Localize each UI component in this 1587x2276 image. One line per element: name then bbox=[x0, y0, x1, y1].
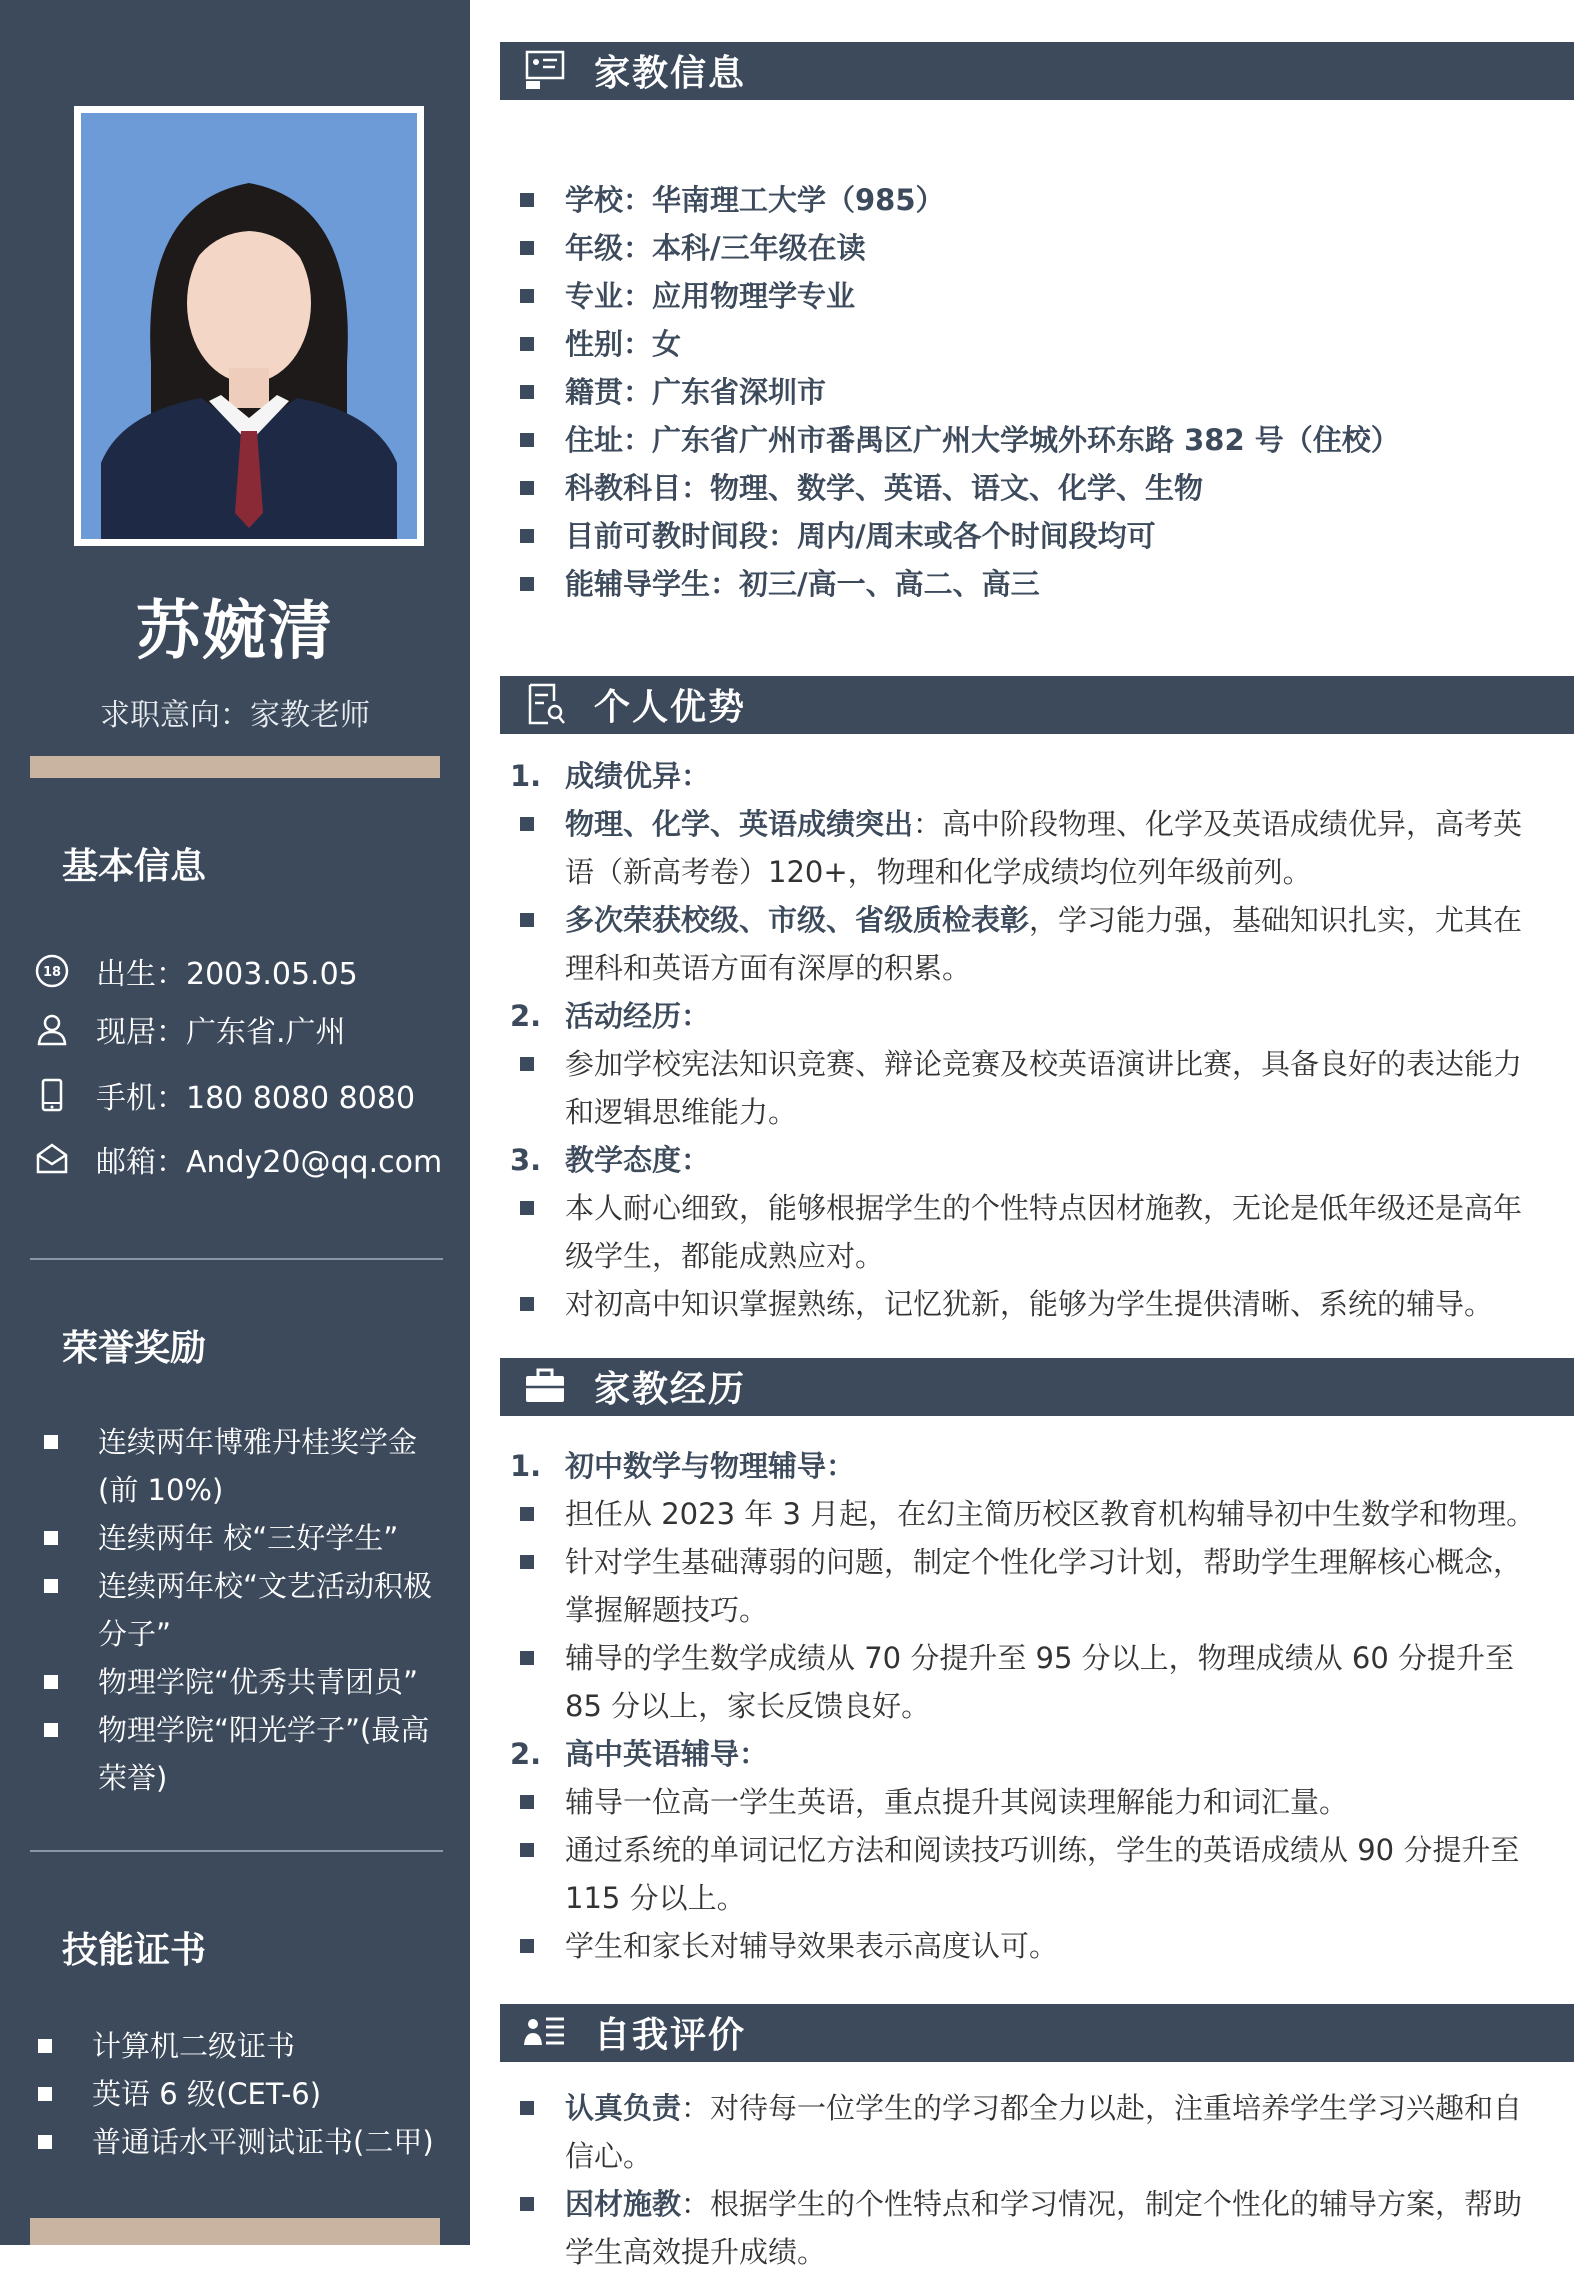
tutor-info-item: 性别：女 bbox=[510, 320, 1550, 368]
tutor-info-list bbox=[510, 176, 1550, 608]
tutor-info-item: 目前可教时间段：周内/周末或各个时间段均可 bbox=[510, 512, 1550, 560]
tutor-info-item: 能辅导学生：初三/高一、高二、高三 bbox=[510, 560, 1550, 608]
advantage-item: 本人耐心细致，能够根据学生的个性特点因材施教，无论是低年级还是高年级学生，都能成熟应对。 bbox=[510, 1184, 1550, 1280]
advantage-heading: 2. 活动经历： bbox=[510, 999, 711, 1033]
advantage-item: 参加学校宪法知识竞赛、辩论竞赛及校英语演讲比赛，具备良好的表达能力和逻辑思维能力。 bbox=[510, 1040, 1550, 1136]
email-text: 邮箱：Andy20@qq.com bbox=[96, 1145, 443, 1180]
section-title: 家教经历 bbox=[594, 1368, 747, 1410]
section-header-experience bbox=[500, 1358, 1574, 1414]
skills-heading: 技能证书 bbox=[62, 1930, 207, 1971]
section-title: 自我评价 bbox=[594, 2014, 747, 2056]
accent-bar bbox=[30, 2218, 440, 2245]
presentation-board-icon bbox=[522, 47, 568, 93]
section-title: 家教信息 bbox=[594, 52, 747, 94]
job-intent: 求职意向：家教老师 bbox=[100, 698, 370, 733]
advantages-list bbox=[510, 752, 1550, 1328]
experience-list bbox=[510, 1442, 1550, 1970]
residence-text: 现居：广东省.广州 bbox=[96, 1015, 346, 1050]
basic-info-heading: 基本信息 bbox=[62, 846, 207, 887]
self-eval-list bbox=[510, 2084, 1550, 2276]
tutor-info-item: 住址：广东省广州市番禺区广州大学城外环东路 382 号（住校） bbox=[510, 416, 1550, 464]
honors-list bbox=[40, 1418, 450, 1802]
section-header-advantages bbox=[500, 676, 1574, 732]
honor-item: 连续两年校“文艺活动积极分子” bbox=[40, 1562, 450, 1658]
advantage-item: 物理、化学、英语成绩突出：高中阶段物理、化学及英语成绩优异，高考英语（新高考卷）120+，物理和化学成绩均位列年级前列。 bbox=[510, 800, 1550, 896]
tutor-info-item: 学校：华南理工大学（985） bbox=[510, 176, 1550, 224]
profile-photo bbox=[74, 106, 424, 546]
honor-item: 连续两年博雅丹桂奖学金(前 10%) bbox=[40, 1418, 450, 1514]
residence-row bbox=[34, 1006, 346, 1052]
section-header-tutor-info bbox=[500, 42, 1574, 98]
skill-item: 计算机二级证书 bbox=[34, 2022, 444, 2070]
person-icon bbox=[34, 1011, 70, 1047]
experience-item: 通过系统的单词记忆方法和阅读技巧训练，学生的英语成绩从 90 分提升至 115 分以上。 bbox=[510, 1826, 1550, 1922]
email-row bbox=[34, 1136, 442, 1182]
sidebar-divider bbox=[30, 1258, 443, 1260]
skill-item: 普通话水平测试证书(二甲) bbox=[34, 2118, 444, 2166]
experience-heading: 1. 初中数学与物理辅导： bbox=[510, 1449, 856, 1483]
tutor-info-item: 专业：应用物理学专业 bbox=[510, 272, 1550, 320]
section-title: 个人优势 bbox=[594, 686, 747, 728]
candidate-name: 苏婉清 bbox=[136, 595, 334, 669]
mail-icon bbox=[34, 1141, 70, 1177]
experience-heading: 2. 高中英语辅导： bbox=[510, 1737, 769, 1771]
section-underline bbox=[500, 1414, 1574, 1416]
sidebar bbox=[0, 0, 470, 2245]
advantage-heading: 3. 教学态度： bbox=[510, 1143, 711, 1177]
advantage-item: 对初高中知识掌握熟练，记忆犹新，能够为学生提供清晰、系统的辅导。 bbox=[510, 1280, 1550, 1328]
mobile-phone-icon bbox=[34, 1077, 70, 1113]
phone-row bbox=[34, 1072, 415, 1118]
sidebar-divider bbox=[30, 1850, 443, 1852]
advantage-heading: 1. 成绩优异： bbox=[510, 759, 711, 793]
honor-item: 物理学院“优秀共青团员” bbox=[40, 1658, 450, 1706]
portrait-illustration bbox=[81, 113, 417, 539]
experience-item: 针对学生基础薄弱的问题，制定个性化学习计划，帮助学生理解核心概念，掌握解题技巧。 bbox=[510, 1538, 1550, 1634]
birth-text: 出生：2003.05.05 bbox=[96, 957, 358, 992]
section-underline bbox=[500, 732, 1574, 734]
tutor-info-item: 科教科目：物理、数学、英语、语文、化学、生物 bbox=[510, 464, 1550, 512]
section-header-self-eval bbox=[500, 2004, 1574, 2060]
self-eval-item: 认真负责：对待每一位学生的学习都全力以赴，注重培养学生学习兴趣和自信心。 bbox=[510, 2084, 1550, 2180]
experience-item: 学生和家长对辅导效果表示高度认可。 bbox=[510, 1922, 1550, 1970]
document-search-icon bbox=[522, 681, 568, 727]
phone-text: 手机：180 8080 8080 bbox=[96, 1081, 416, 1116]
honor-item: 连续两年 校“三好学生” bbox=[40, 1514, 450, 1562]
tutor-info-item: 年级：本科/三年级在读 bbox=[510, 224, 1550, 272]
svg-text:18: 18 bbox=[42, 965, 62, 980]
experience-item: 辅导的学生数学成绩从 70 分提升至 95 分以上，物理成绩从 60 分提升至 85 分以上，家长反馈良好。 bbox=[510, 1634, 1550, 1730]
honors-heading: 荣誉奖励 bbox=[62, 1328, 207, 1369]
section-underline bbox=[500, 98, 1574, 100]
skill-item: 英语 6 级(CET-6) bbox=[34, 2070, 444, 2118]
accent-bar bbox=[30, 756, 440, 778]
briefcase-icon bbox=[522, 1363, 568, 1409]
experience-item: 担任从 2023 年 3 月起，在幻主简历校区教育机构辅导初中生数学和物理。 bbox=[510, 1490, 1550, 1538]
self-eval-item: 因材施教：根据学生的个性特点和学习情况，制定个性化的辅导方案，帮助学生高效提升成绩。 bbox=[510, 2180, 1550, 2276]
experience-item: 辅导一位高一学生英语，重点提升其阅读理解能力和词汇量。 bbox=[510, 1778, 1550, 1826]
section-underline bbox=[500, 2060, 1574, 2062]
birth-row bbox=[34, 948, 358, 994]
tutor-info-item: 籍贯：广东省深圳市 bbox=[510, 368, 1550, 416]
birthday-18-icon bbox=[34, 953, 70, 989]
person-list-icon bbox=[522, 2009, 568, 2055]
skills-list bbox=[34, 2022, 444, 2166]
advantage-item: 多次荣获校级、市级、省级质检表彰，学习能力强，基础知识扎实，尤其在理科和英语方面有深厚的积累。 bbox=[510, 896, 1550, 992]
honor-item: 物理学院“阳光学子”(最高荣誉) bbox=[40, 1706, 450, 1802]
